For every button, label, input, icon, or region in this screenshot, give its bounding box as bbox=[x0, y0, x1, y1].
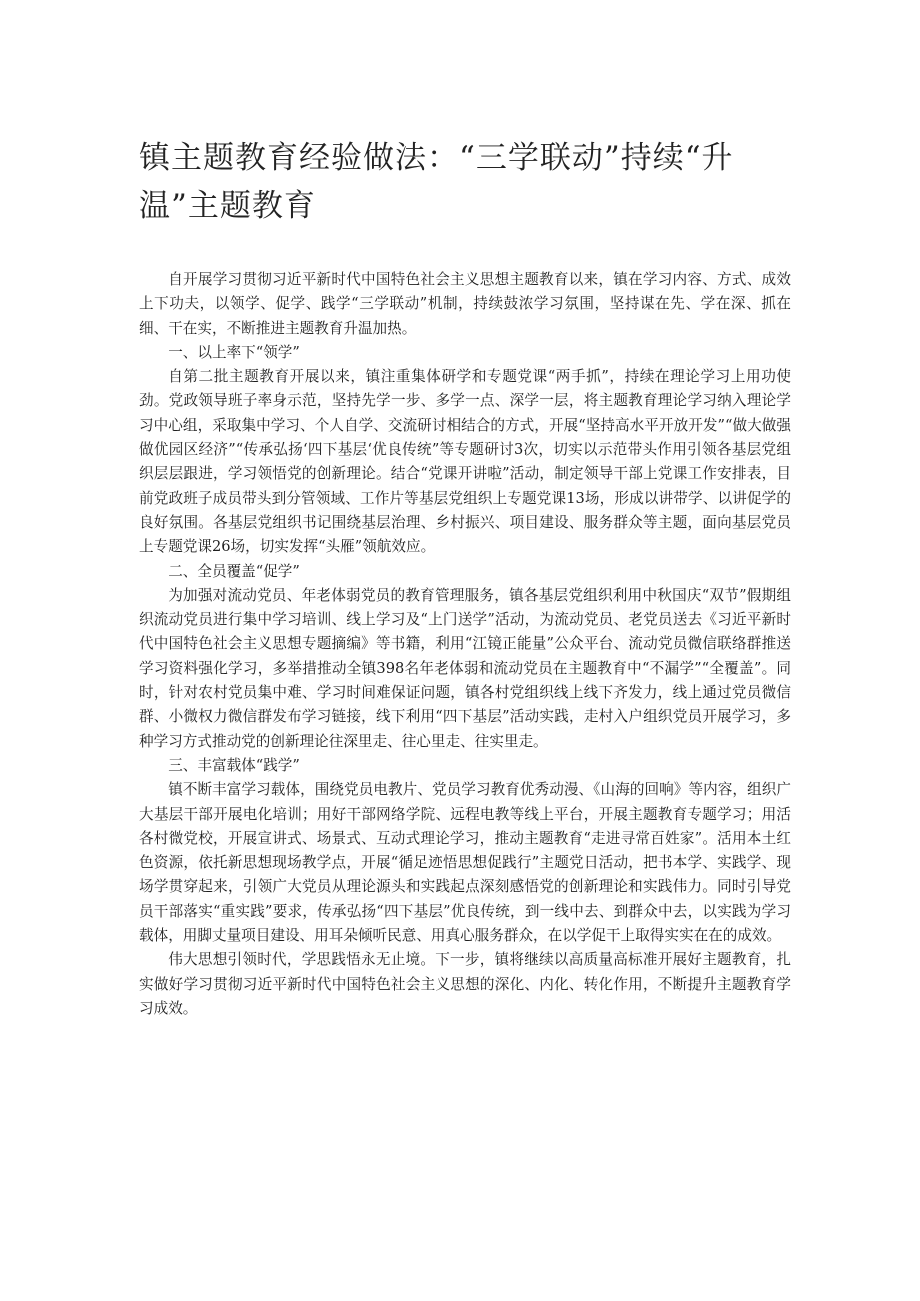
section-body-2: 为加强对流动党员、年老体弱党员的教育管理服务，镇各基层党组织利用中秋国庆“双节”假期组织流动党员进行集中学习培训、线上学习及“上门送学”活动，为流动党员、老党员送去《习近平新时代中国特色社会主义思想专题摘编》等书籍，利用“江镜正能量”公众平台、流动党员微信联络群推送学习资料强化学习，多举措推动全镇398名年老体弱和流动党员在主题教育中“不漏学”“全覆盖”。同时，针对农村党员集中难、学习时间难保证问题，镇各村党组织线上线下齐发力，线上通过党员微信群、小微权力微信群发布学习链接，线下利用“四下基层”活动实践，走村入户组织党员开展学习，多种学习方式推动党的创新理论往深里走、往心里走、往实里走。 bbox=[139, 586, 791, 750]
intro-paragraph: 自开展学习贯彻习近平新时代中国特色社会主义思想主题教育以来，镇在学习内容、方式、成效上下功夫，以领学、促学、践学“三学联动”机制，持续鼓浓学习氛围，坚持谋在先、学在深、抓在细、干在实，不断推进主题教育升温加热。 bbox=[139, 271, 791, 337]
section-heading-2: 二、全员覆盖“促学” bbox=[168, 562, 300, 580]
conclusion-paragraph: 伟大思想引领时代，学思践悟永无止境。下一步，镇将继续以高质量高标准开展好主题教育，扎实做好学习贯彻习近平新时代中国特色社会主义思想的深化、内化、转化作用，不断提升主题教育学习成效。 bbox=[139, 951, 791, 1017]
section-heading-3: 三、丰富载体“践学” bbox=[168, 756, 300, 774]
section-heading-1: 一、以上率下“领学” bbox=[168, 343, 300, 361]
document-title: 镇主题教育经验做法：“三学联动”持续“升温”主题教育 bbox=[139, 140, 734, 224]
section-body-3: 镇不断丰富学习载体，围绕党员电教片、党员学习教育优秀动漫、《山海的回响》等内容，组织广大基层干部开展电化培训；用好干部网络学院、远程电教等线上平台，开展主题教育专题学习；用活各村微党校，开展宣讲式、场景式、互动式理论学习，推动主题教育“走进寻常百姓家”。活用本土红色资源，依托新思想现场教学点，开展“循足迹悟思想促践行”主题党日活动，把书本学、实践学、现场学贯穿起来，引领广大党员从理论源头和实践起点深刻感悟党的创新理论和实践伟力。同时引导党员干部落实“重实践”要求，传承弘扬“四下基层”优良传统，到一线中去、到群众中去，以实践为学习载体，用脚丈量项目建设、用耳朵倾听民意、用真心服务群众，在以学促干上取得实实在在的成效。 bbox=[139, 781, 791, 945]
document-body bbox=[139, 134, 791, 1021]
section-body-1: 自第二批主题教育开展以来，镇注重集体研学和专题党课“两手抓”，持续在理论学习上用功使劲。党政领导班子率身示范，坚持先学一步、多学一点、深学一层，将主题教育理论学习纳入理论学习中心组，采取集中学习、个人自学、交流研讨相结合的方式，开展“坚持高水平开放开发”“做大做强做优园区经济”“传承弘扬‘四下基层‘优良传统”等专题研讨3次，切实以示范带头作用引领各基层党组织层层跟进，学习领悟党的创新理论。结合“党课开讲啦”活动，制定领导干部上党课工作安排表，目前党政班子成员带头到分管领域、工作片等基层党组织上专题党课13场，形成以讲带学、以讲促学的良好氛围。各基层党组织书记围绕基层治理、乡村振兴、项目建设、服务群众等主题，面向基层党员上专题党课26场，切实发挥“头雁”领航效应。 bbox=[139, 368, 791, 556]
